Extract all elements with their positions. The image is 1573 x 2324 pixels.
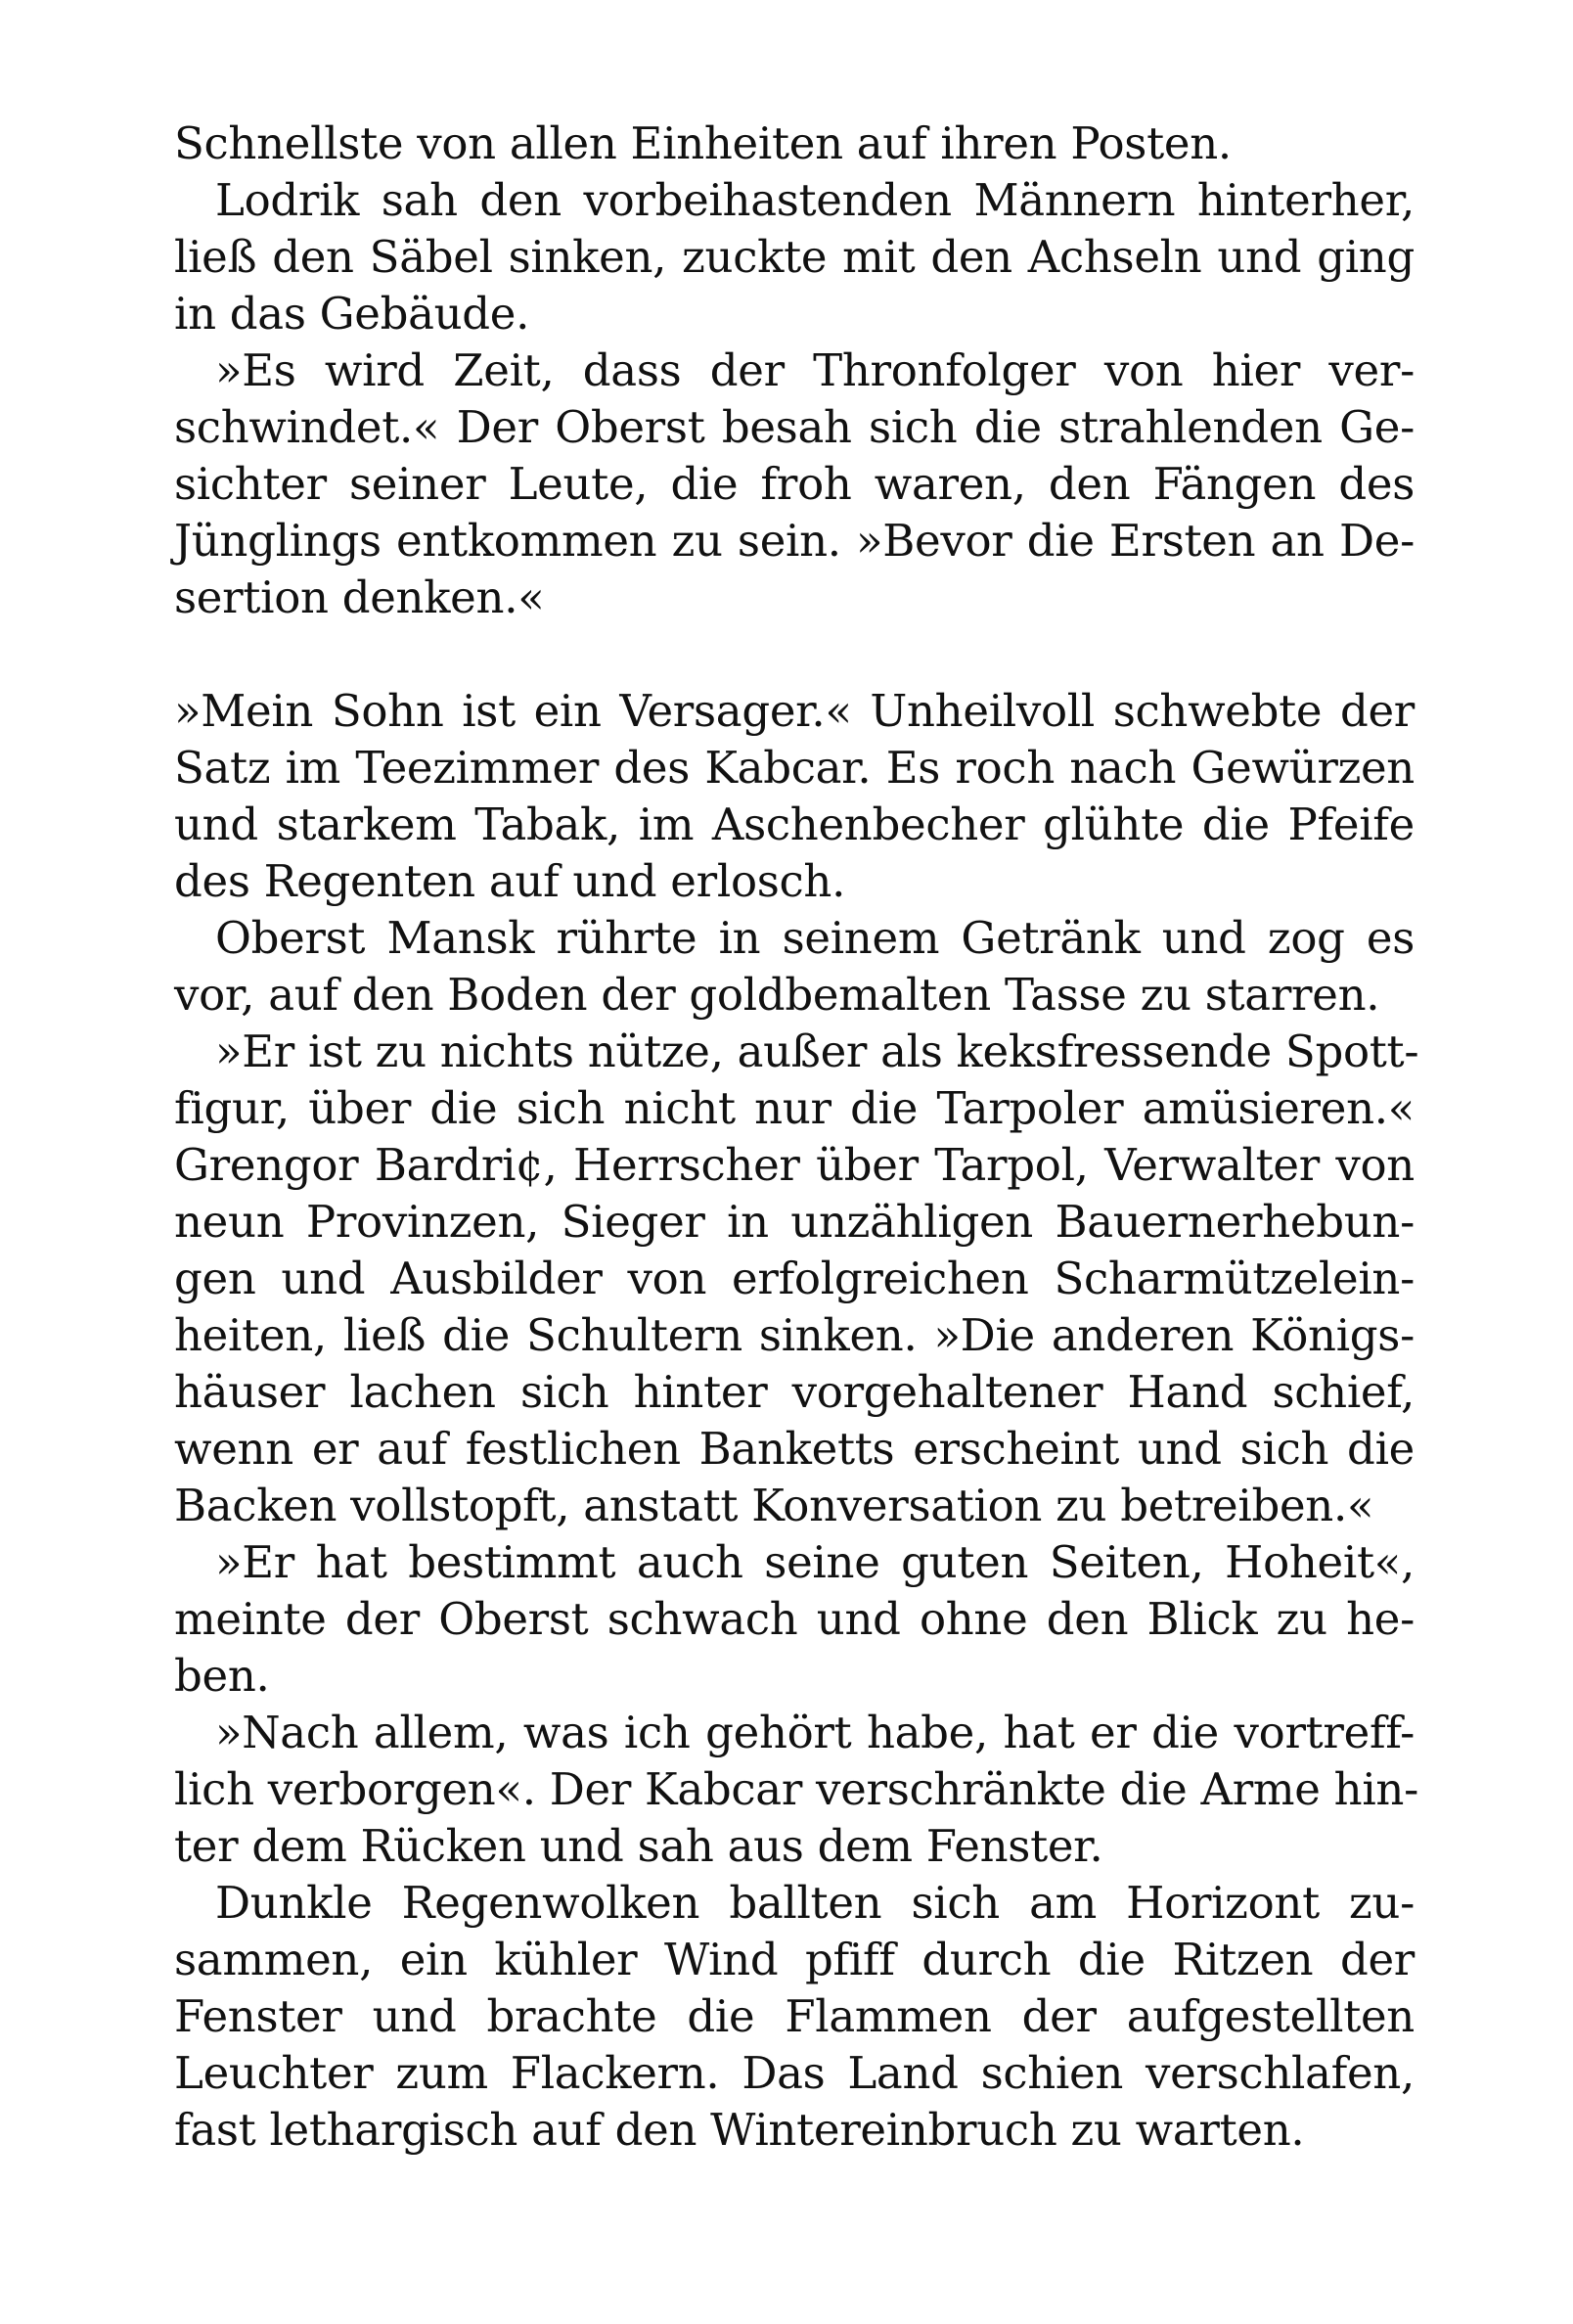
text-line: lich verborgen«. Der Kabcar verschränkte die Arme hin- [174, 1763, 1418, 1815]
text-line: »Mein Sohn ist ein Versager.« Unheilvoll schwebte der [174, 685, 1415, 737]
text-line: ter dem Rücken und sah aus dem Fenster. [174, 1820, 1103, 1872]
text-line: Leuchter zum Flackern. Das Land schien verschlafen, [174, 2047, 1415, 2099]
text-line: figur, über die sich nicht nur die Tarpoler amüsieren.« [174, 1082, 1415, 1134]
text-line: neun Provinzen, Sieger in unzähligen Bauernerhebun- [174, 1196, 1415, 1248]
text-line: Schnellste von allen Einheiten auf ihren Posten. [174, 117, 1232, 169]
paragraph [174, 910, 1415, 1024]
text-line: Satz im Teezimmer des Kabcar. Es roch nach Gewürzen [174, 742, 1415, 794]
text-line: »Nach allem, was ich gehört habe, hat er die vortreff- [215, 1707, 1415, 1758]
text-line: häuser lachen sich hinter vorgehaltener Hand schief, [174, 1366, 1415, 1418]
text-line: »Er hat bestimmt auch seine guten Seiten, Hoheit«, [215, 1536, 1415, 1588]
paragraph [174, 1534, 1415, 1705]
text-line: des Regenten auf und erlosch. [174, 855, 846, 907]
paragraph [174, 115, 1415, 172]
text-line: vor, auf den Boden der goldbemalten Tasse zu starren. [174, 969, 1380, 1021]
text-line: ließ den Säbel sinken, zuckte mit den Achseln und ging [174, 231, 1415, 283]
paragraph [174, 683, 1415, 910]
text-line: »Er ist zu nichts nütze, außer als keksfressende Spott- [215, 1025, 1419, 1077]
text-line: Oberst Mansk rührte in seinem Getränk und zog es [215, 912, 1415, 964]
text-line: sertion denken.« [174, 571, 545, 623]
text-line: Backen vollstopft, anstatt Konversation zu betreiben.« [174, 1480, 1374, 1531]
body-text [174, 115, 1419, 2159]
text-line: wenn er auf festlichen Banketts erscheint und sich die [174, 1423, 1415, 1475]
text-line: fast lethargisch auf den Wintereinbruch zu warten. [174, 2104, 1305, 2156]
text-line: Lodrik sah den vorbeihastenden Männern hinterher, [215, 174, 1415, 226]
text-line: und starkem Tabak, im Aschenbecher glühte die Pfeife [174, 798, 1415, 850]
text-line: sammen, ein kühler Wind pfiff durch die Ritzen der [174, 1934, 1415, 1985]
section-break [174, 626, 1415, 683]
text-line: Jünglings entkommen zu sein. »Bevor die Ersten an De- [174, 515, 1415, 567]
text-line: sichter seiner Leute, die froh waren, den Fängen des [174, 458, 1415, 510]
text-line: in das Gebäude. [174, 288, 530, 340]
text-line: Grengor Bardri¢, Herrscher über Tarpol, Verwalter von [174, 1139, 1415, 1191]
paragraph [174, 1875, 1415, 2159]
paragraph [174, 342, 1415, 626]
paragraph [174, 1024, 1419, 1534]
text-line: Dunkle Regenwolken ballten sich am Horizont zu- [215, 1877, 1415, 1929]
paragraph [174, 1705, 1418, 1875]
text-line: heiten, ließ die Schultern sinken. »Die anderen Königs- [174, 1309, 1415, 1361]
text-line: Fenster und brachte die Flammen der aufgestellten [174, 1990, 1415, 2042]
text-line: gen und Ausbilder von erfolgreichen Scharmützelein- [174, 1253, 1415, 1304]
paragraph [174, 172, 1415, 342]
text-line: meinte der Oberst schwach und ohne den Blick zu he- [174, 1593, 1415, 1645]
text-line: schwindet.« Der Oberst besah sich die strahlenden Ge- [174, 401, 1415, 453]
text-line: ben. [174, 1650, 270, 1702]
text-line: »Es wird Zeit, dass der Thronfolger von hier ver- [215, 344, 1415, 396]
